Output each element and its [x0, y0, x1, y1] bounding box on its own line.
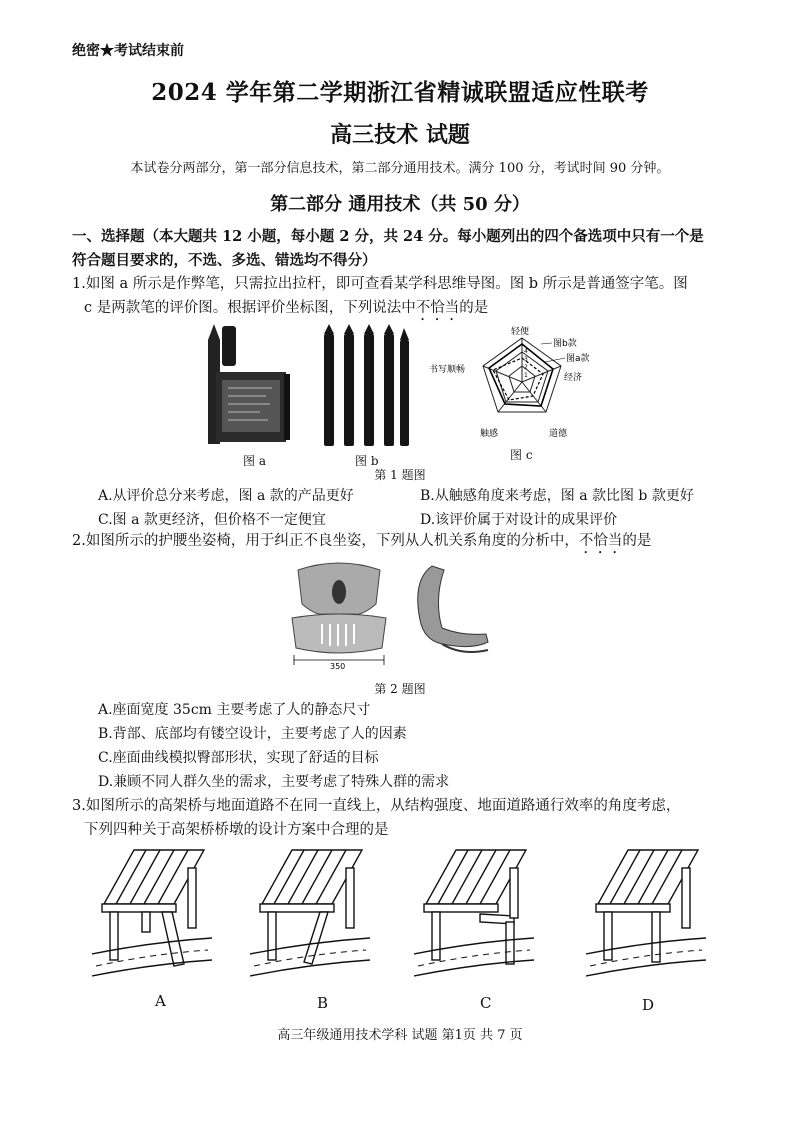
- radar-tick-3: 3: [524, 356, 528, 363]
- bridge-label-c: C: [480, 994, 492, 1012]
- q3-stem: [72, 794, 752, 842]
- q2-option-d[interactable]: D.兼顾不同人群久坐的需求，主要考虑了特殊人群的需求: [98, 774, 450, 790]
- bridge-option-b[interactable]: [250, 842, 370, 982]
- figure-a-label: 图 a: [243, 454, 266, 468]
- q3-line-1: 3.如图所示的高架桥与地面道路不在同一直线上，从结构强度、地面道路通行效率的角度考虑，: [72, 798, 681, 814]
- radar-axis-touch: 触感: [480, 429, 499, 439]
- radar-legend-b: 图b款: [553, 339, 577, 349]
- bridge-option-c[interactable]: [414, 842, 534, 982]
- radar-tick-1: 1: [524, 372, 528, 379]
- radar-tick-4: 4: [524, 348, 528, 355]
- figure-q2-chair-side: [402, 560, 492, 664]
- chair-width-dimension: 350: [330, 662, 346, 671]
- q1-option-a[interactable]: A.从评价总分来考虑，图 a 款的产品更好: [98, 488, 354, 504]
- q1-caption: 第 1 题图: [374, 468, 426, 482]
- bridge-label-a: A: [155, 992, 166, 1010]
- section-line-1: 一、选择题（本大题共 12 小题，每小题 2 分，共 24 分。每小题列出的四个备选项中只有一个是: [72, 228, 704, 245]
- q1-option-d[interactable]: D.该评价属于对设计的成果评价: [420, 512, 618, 528]
- q3-line-2: 下列四种关于高架桥桥墩的设计方案中合理的是: [84, 822, 389, 838]
- q2-option-a[interactable]: A.座面宽度 35cm 主要考虑了人的静态尺寸: [98, 702, 371, 718]
- radar-axis-ethics: 道德: [549, 429, 568, 439]
- exam-title: 2024 学年第二学期浙江省精诚联盟适应性联考: [151, 79, 649, 106]
- q1-stem: [72, 272, 732, 324]
- bridge-label-d: D: [642, 996, 655, 1014]
- section-heading: [72, 225, 732, 273]
- radar-axis-economy: 经济: [564, 373, 583, 383]
- exam-subtitle: 高三技术 试题: [330, 122, 470, 148]
- radar-legend-a: 图a款: [566, 354, 590, 364]
- q2-option-b[interactable]: B.背部、底部均有镂空设计，主要考虑了人的因素: [98, 726, 407, 742]
- figure-q2-chair-front: [284, 560, 394, 672]
- figure-c-radar-chart: [425, 322, 610, 450]
- bridge-option-a[interactable]: [92, 842, 212, 982]
- page-footer: 高三年级通用技术学科 试题 第1页 共 7 页: [277, 1028, 523, 1043]
- confidential-label: 绝密★考试结束前: [72, 43, 184, 59]
- bridge-label-b: B: [317, 994, 329, 1012]
- q1-option-b[interactable]: B.从触感角度来考虑，图 a 款比图 b 款更好: [420, 488, 694, 504]
- figure-b-pens: [318, 324, 414, 450]
- radar-tick-2: 2: [524, 364, 528, 371]
- radar-axis-smooth: 书写顺畅: [429, 365, 466, 375]
- bridge-option-d[interactable]: [586, 842, 706, 982]
- q2-caption: 第 2 题图: [374, 682, 426, 696]
- figure-b-label: 图 b: [355, 454, 379, 468]
- section-line-2: 符合题目要求的，不选、多选、错选均不得分）: [72, 252, 377, 269]
- q1-option-c[interactable]: C.图 a 款更经济，但价格不一定便宜: [98, 512, 326, 528]
- q1-line-2: c 是两款笔的评价图。根据评价坐标图，下列说法中不恰当的是: [84, 300, 489, 316]
- exam-intro: 本试卷分两部分，第一部分信息技术，第二部分通用技术。满分 100 分，考试时间 90 分钟。: [130, 161, 670, 176]
- figure-c-label: 图 c: [510, 448, 533, 462]
- radar-axis-light: 轻便: [511, 327, 530, 337]
- part-heading: 第二部分 通用技术（共 50 分）: [270, 194, 530, 215]
- q2-stem: 2.如图所示的护腰坐姿椅，用于纠正不良坐姿，下列从人机关系角度的分析中，不恰当的是: [72, 533, 652, 549]
- figure-a-cheat-pen: [200, 322, 300, 452]
- q2-option-c[interactable]: C.座面曲线模拟臀部形状，实现了舒适的目标: [98, 750, 379, 766]
- q1-line-1: 1.如图 a 所示是作弊笔，只需拉出拉杆，即可查看某学科思维导图。图 b 所示是普通签字笔。图: [72, 276, 688, 292]
